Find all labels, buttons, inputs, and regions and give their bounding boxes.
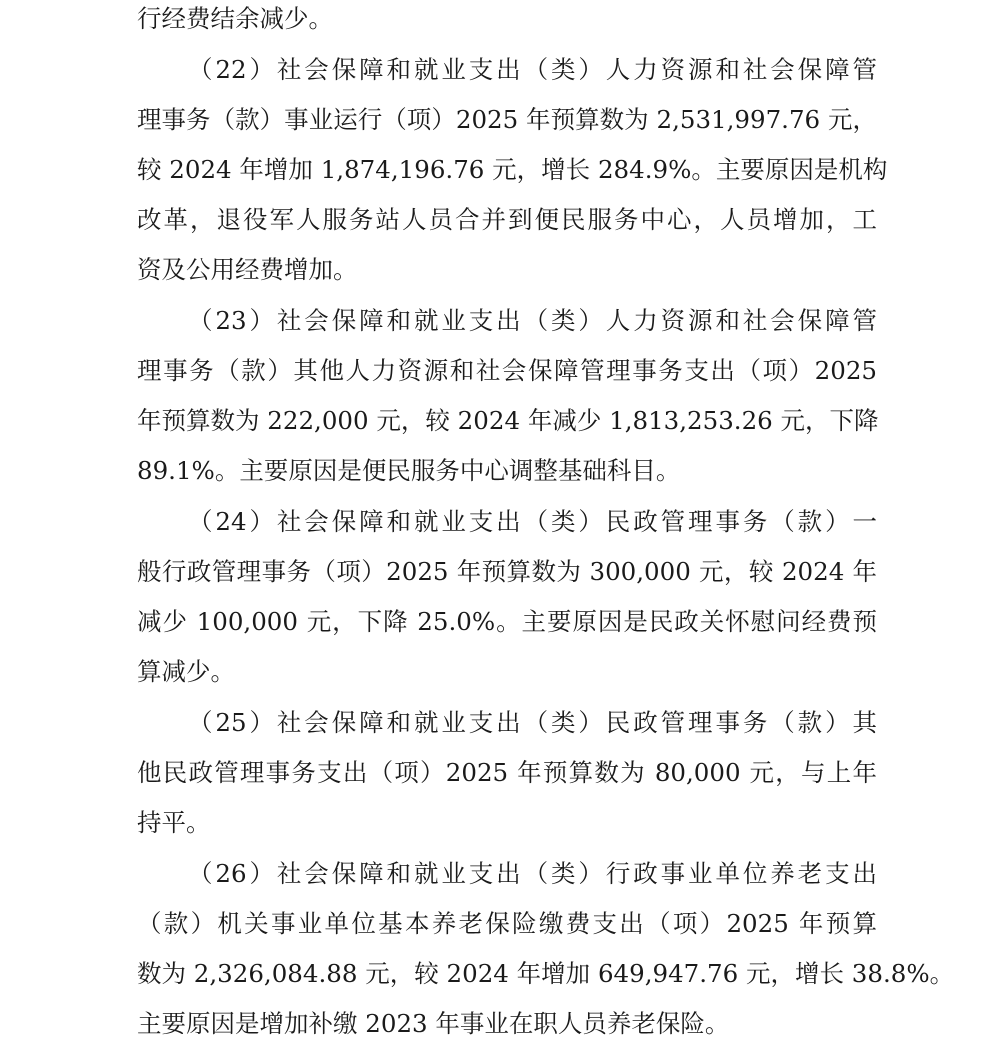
text-line: 改革，退役军人服务站人员合并到便民服务中心，人员增加，工 xyxy=(137,205,877,234)
paragraph-24-heading-line: （24）社会保障和就业支出（类）民政管理事务（款）一 xyxy=(188,507,877,536)
text-line: 主要原因是增加补缴 2023 年事业在职人员养老保险。 xyxy=(137,1009,730,1038)
text-line: 算减少。 xyxy=(137,657,235,686)
text-line: 理事务（款）其他人力资源和社会保障管理事务支出（项）2025 xyxy=(137,356,877,385)
text-line: 般行政管理事务（项）2025 年预算数为 300,000 元，较 2024 年 xyxy=(137,557,877,586)
text-line: 行经费结余减少。 xyxy=(137,4,333,33)
paragraph-26-heading-line: （26）社会保障和就业支出（类）行政事业单位养老支出 xyxy=(188,859,877,888)
text-line: 理事务（款）事业运行（项）2025 年预算数为 2,531,997.76 元， xyxy=(137,105,877,134)
text-line: 数为 2,326,084.88 元，较 2024 年增加 649,947.76 元，增长 38.8%。 xyxy=(137,959,955,988)
text-line: 减少 100,000 元，下降 25.0%。主要原因是民政关怀慰问经费预 xyxy=(137,607,877,636)
paragraph-25-heading-line: （25）社会保障和就业支出（类）民政管理事务（款）其 xyxy=(188,708,877,737)
text-line: （款）机关事业单位基本养老保险缴费支出（项）2025 年预算 xyxy=(137,909,877,938)
text-line: 他民政管理事务支出（项）2025 年预算数为 80,000 元，与上年 xyxy=(137,758,877,787)
text-line: 资及公用经费增加。 xyxy=(137,255,358,284)
text-line: 持平。 xyxy=(137,808,211,837)
text-line: 年预算数为 222,000 元，较 2024 年减少 1,813,253.26 元，下降 xyxy=(137,406,879,435)
text-line: 89.1%。主要原因是便民服务中心调整基础科目。 xyxy=(137,456,681,485)
paragraph-23-heading-line: （23）社会保障和就业支出（类）人力资源和社会保障管 xyxy=(188,306,877,335)
text-line: 较 2024 年增加 1,874,196.76 元，增长 284.9%。主要原因是机构 xyxy=(137,155,888,184)
paragraph-22-heading-line: （22）社会保障和就业支出（类）人力资源和社会保障管 xyxy=(188,55,877,84)
